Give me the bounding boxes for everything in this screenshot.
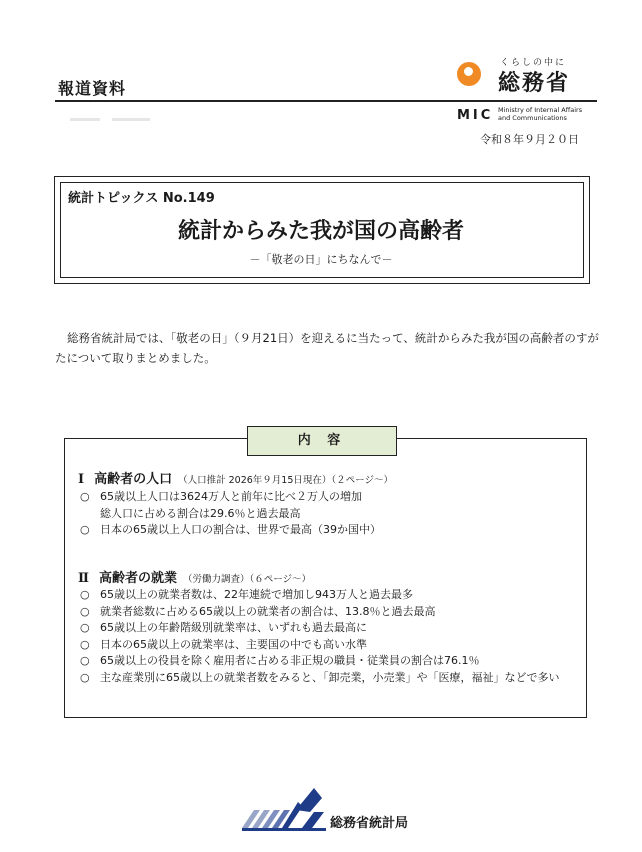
topics-label: 統計トピックス No.149 <box>68 191 215 206</box>
intro-paragraph: 総務省統計局では、「敬老の日」（９月21日）を迎えるに当たって、統計からみた我が国の高齢者のすがたについて取りまとめました。 <box>55 331 599 365</box>
faint-mark <box>112 118 150 121</box>
section-bullets-population <box>80 489 580 539</box>
section-bullets-employment <box>80 587 580 687</box>
logo-tagline: くらしの中に <box>500 58 567 68</box>
logo-name: 総務省 <box>498 71 571 96</box>
ministry-logo-icon <box>457 62 481 86</box>
faint-mark <box>70 118 100 121</box>
statistics-bureau-logo-icon <box>240 788 330 832</box>
list-item: ○ 65歳以上の就業者数は、22年連続で増加し943万人と過去最多 <box>80 588 413 601</box>
mic-label: MIC <box>457 108 494 123</box>
list-item: ○ 就業者総数に占める65歳以上の就業者の割合は、13.8％と過去最高 <box>80 604 436 618</box>
list-item: ○ 65歳以上の年齢階級別就業率は、いずれも過去最高に <box>80 621 367 635</box>
contents-tab: 内 容 <box>247 426 397 456</box>
section-heading-employment: Ⅱ 高齢者の就業 （労働力調査）（６ページ～） <box>78 571 312 586</box>
release-label: 報道資料 <box>58 79 127 98</box>
list-item: ○ 日本の65歳以上人口の割合は、世界で最高（39か国中） <box>80 523 381 537</box>
page-title: 統計からみた我が国の高齢者 <box>177 219 464 244</box>
footer-org-name: 総務省統計局 <box>330 816 409 831</box>
page-subtitle: －「敬老の日」にちなんで－ <box>249 253 393 266</box>
mic-english-name: Ministry of Internal Affairs and Communications <box>498 106 583 122</box>
list-item: ○ 65歳以上人口は3624万人と前年に比べ２万人の増加 <box>80 490 362 503</box>
header-rule <box>55 100 597 102</box>
list-item: ○ 主な産業別に65歳以上の就業者数をみると、「卸売業，小売業」や「医療，福祉」などで多い <box>80 670 560 684</box>
section-heading-population: Ⅰ 高齢者の人口 （人口推計 2026年９月15日現在）（２ページ～） <box>78 472 393 487</box>
list-item: ○ 日本の65歳以上の就業率は、主要国の中でも高い水準 <box>80 637 367 651</box>
list-item: ○ 65歳以上の役員を除く雇用者に占める非正規の職員・従業員の割合は76.1％ <box>80 654 480 668</box>
list-item-continuation: 総人口に占める割合は29.6％と過去最高 <box>100 506 301 520</box>
release-date: 令和８年９月２０日 <box>480 133 579 146</box>
